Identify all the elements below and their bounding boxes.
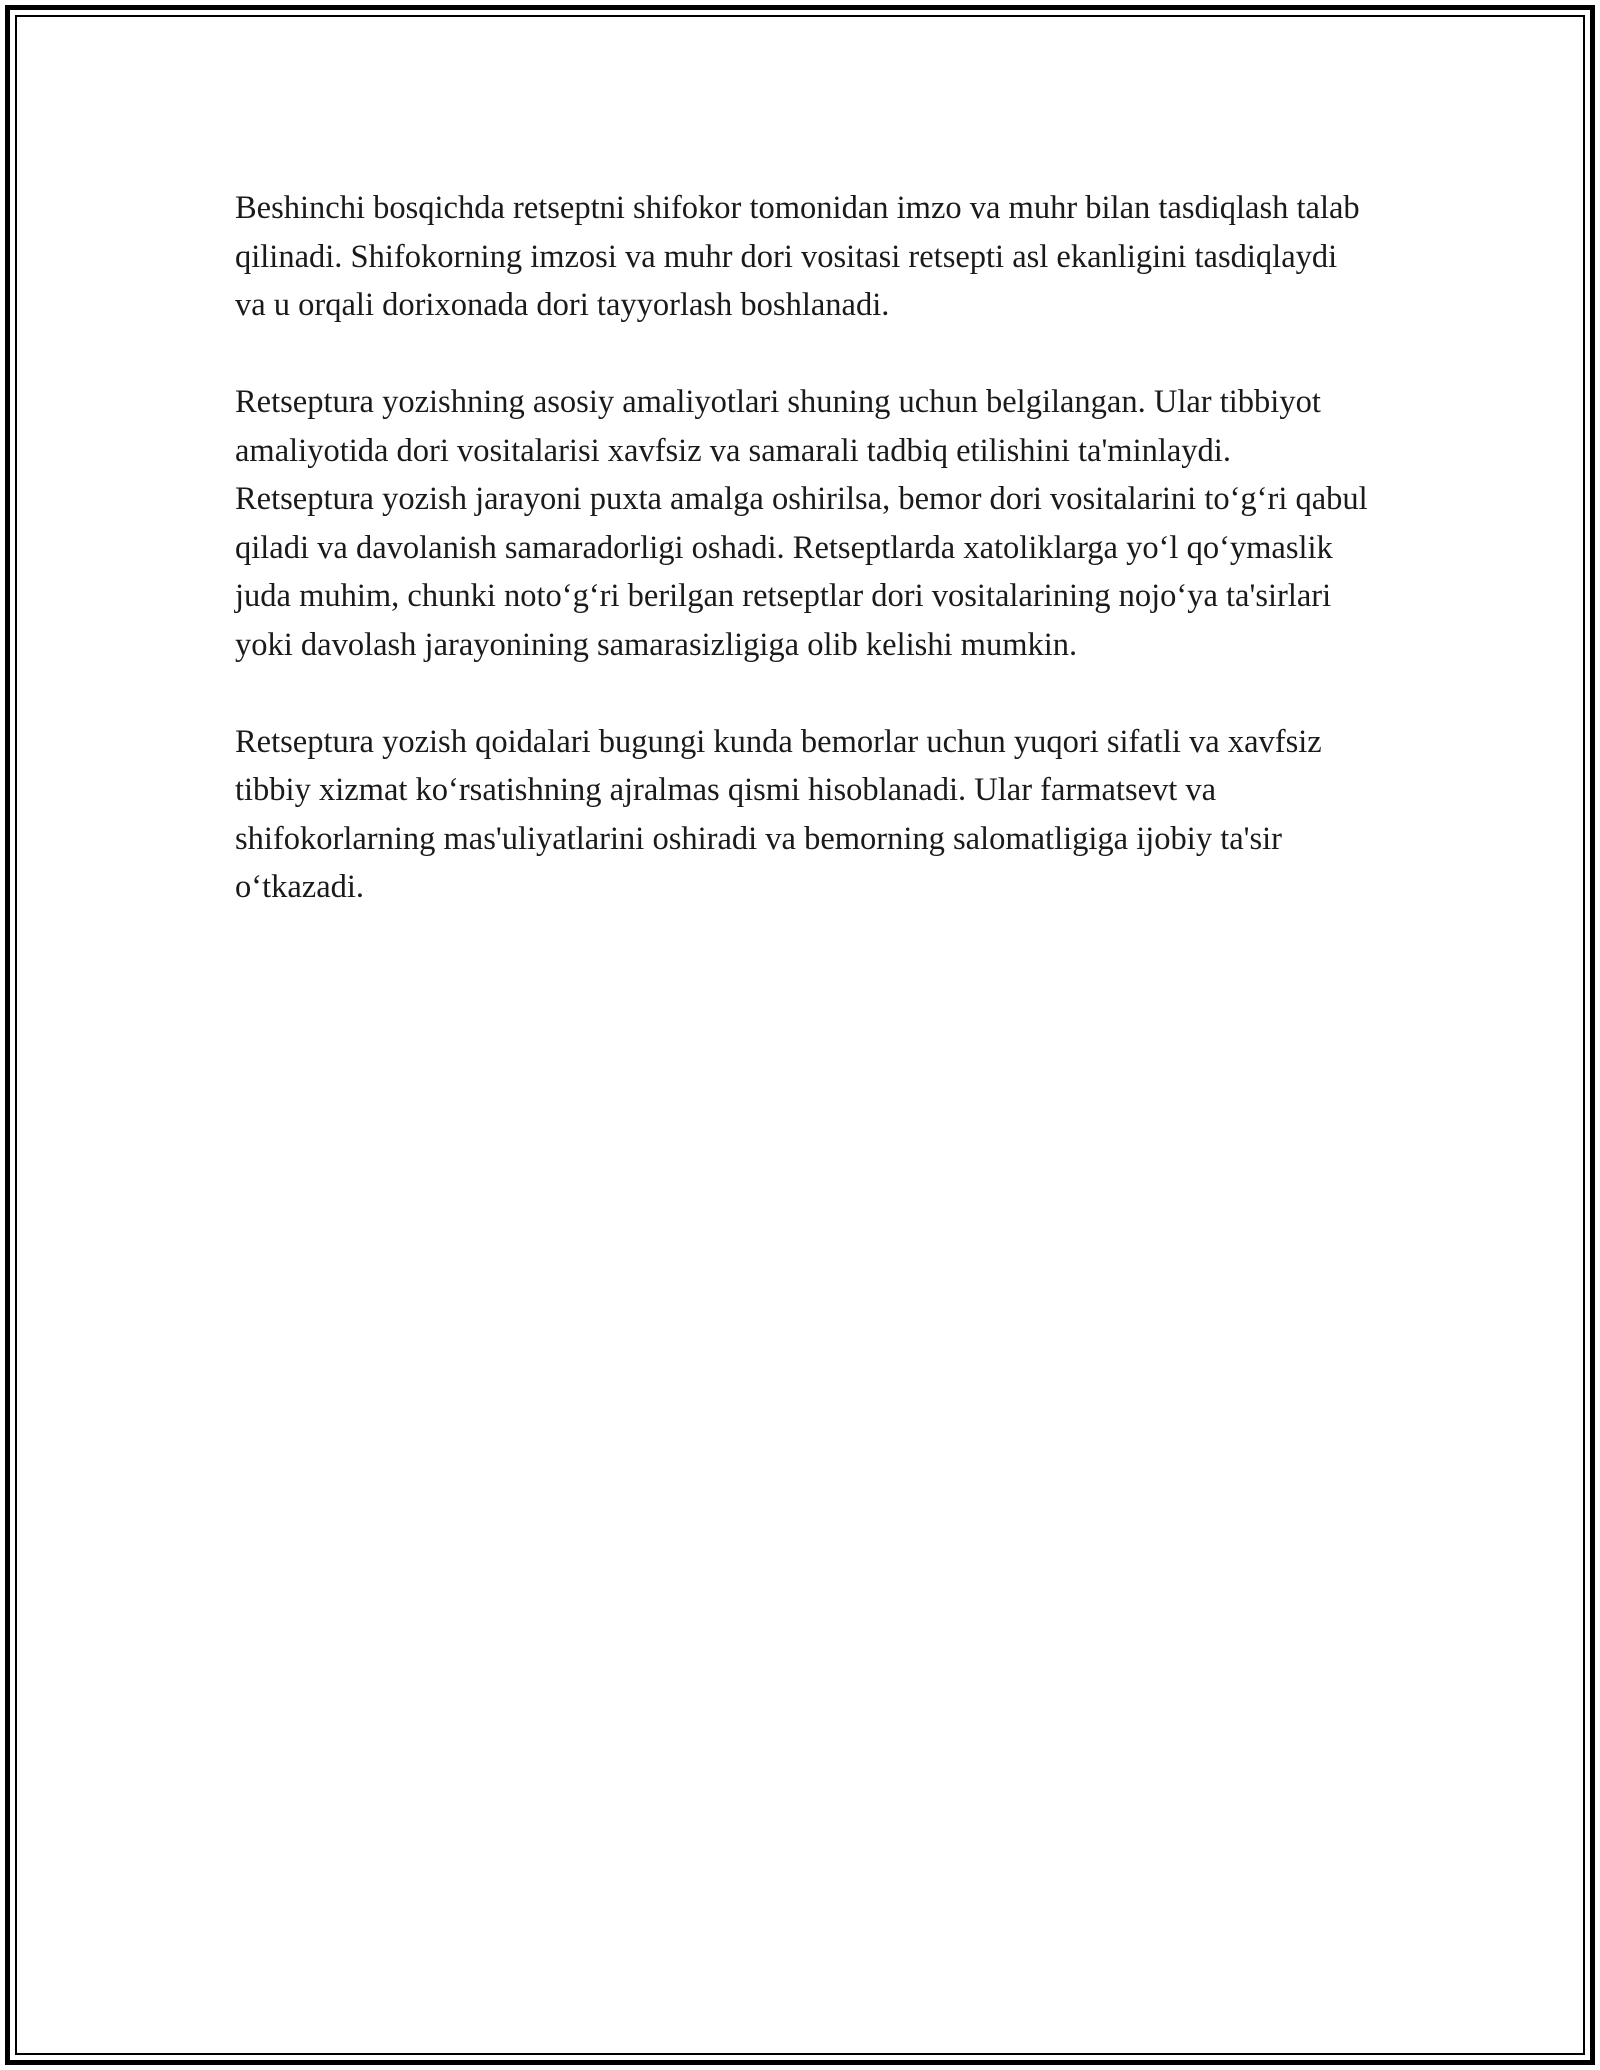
paragraph-signature-stage: Beshinchi bosqichda retseptni shifokor tomonidan imzo va muhr bilan tasdiqlash talab qilinadi. Shifokorning imzosi va muhr dori vositasi retsepti asl ekanligini tasdiqlaydi va u orqali dorixonada dori tayyorlash boshlanadi.	[235, 190, 1360, 323]
paragraph-prescription-rules: Retseptura yozish qoidalari bugungi kunda bemorlar uchun yuqori sifatli va xavfsiz tibbiy xizmat ko‘rsatishning ajralmas qismi hisoblanadi. Ular farmatsevt va shifokorlarning mas'uliyatlarini oshiradi va bemorning salomatligiga ijobiy ta'sir o‘tkazadi.	[235, 723, 1322, 905]
paragraph-prescription-practice: Retseptura yozishning asosiy amaliyotlari shuning uchun belgilangan. Ular tibbiyot amaliyotida dori vositalarisi xavfsiz va samarali tadbiq etilishini ta'minlaydi. Retseptura yozish jarayoni puxta amalga oshirilsa, bemor dori vositalarini to‘g‘ri qabul qiladi va davolanish samaradorligi oshadi. Retseptlarda xatoliklarga yo‘l qo‘ymaslik juda muhim, chunki noto‘g‘ri berilgan retseptlar dori vositalarining nojo‘ya ta'sirlari yoki davolash jarayonining samarasizligiga olib kelishi mumkin.	[235, 384, 1368, 663]
document-body	[235, 184, 1375, 912]
